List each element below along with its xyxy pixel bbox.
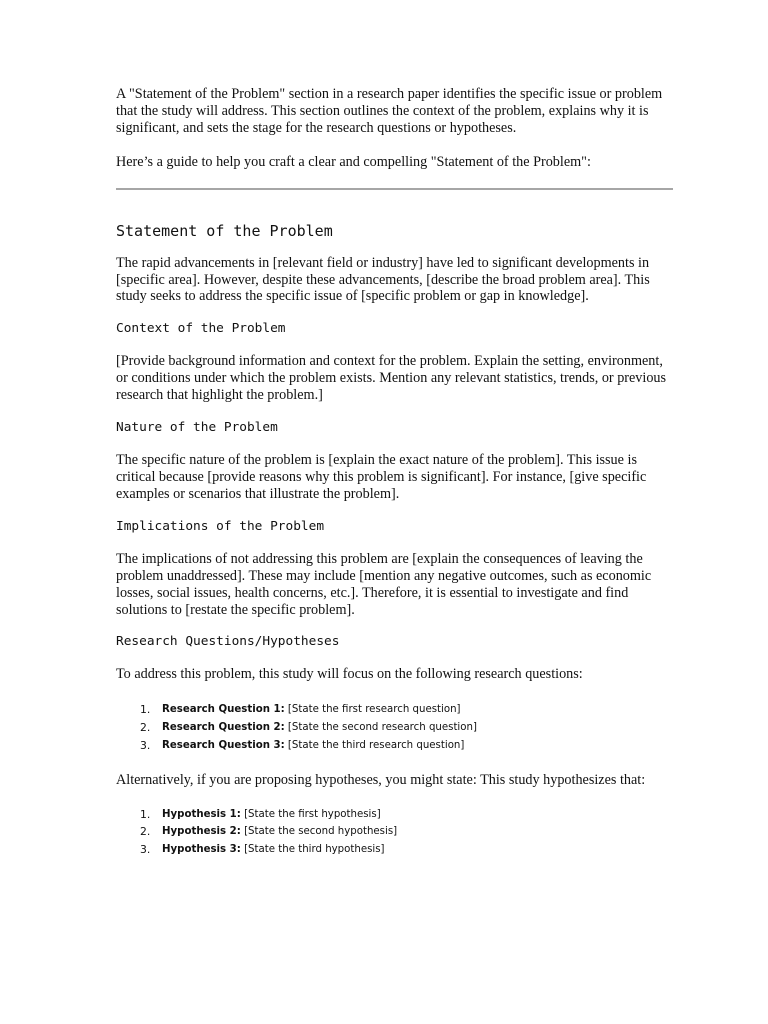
question-text: [State the second research question] bbox=[284, 722, 477, 734]
title-paragraph: The rapid advancements in [relevant field or industry] have led to significant developments in [specific area]. However, despite these advancements, [describe the broad problem area]. This study seeks to address the specific issue of [specific problem or gap in knowledge]. bbox=[116, 254, 650, 305]
nature-body: The specific nature of the problem is [explain the exact nature of the problem]. This issue is critical because [provide reasons why this problem is significant]. For instance, [give specific examples or scenarios that illustrate the problem]. bbox=[116, 452, 647, 502]
list-number: 1. bbox=[140, 807, 151, 821]
hypothesis-label: Hypothesis 3: bbox=[162, 844, 241, 856]
implications-heading: Implications of the Problem bbox=[116, 518, 325, 534]
list-item bbox=[116, 719, 674, 737]
list-number: 1. bbox=[140, 703, 151, 717]
implications-body: The implications of not addressing this problem are [explain the consequences of leaving the problem unaddressed]. These may include [mention any negative outcomes, such as economic losses, social issues, health concerns, etc.]. Therefore, it is essential to investigate and find solutions to [restate the specific problem]. bbox=[116, 550, 652, 618]
list-item bbox=[116, 806, 674, 824]
question-label: Research Question 3: bbox=[162, 739, 285, 751]
list-item bbox=[116, 823, 674, 841]
context-heading: Context of the Problem bbox=[116, 321, 286, 337]
document-page bbox=[116, 86, 674, 859]
guide-line: Here’s a guide to help you craft a clear and compelling "Statement of the Problem": bbox=[116, 153, 591, 170]
question-label: Research Question 2: bbox=[162, 722, 285, 734]
document-title: Statement of the Problem bbox=[116, 221, 333, 240]
hypothesis-label: Hypothesis 1: bbox=[162, 808, 241, 820]
list-number: 2. bbox=[140, 721, 151, 735]
nature-heading: Nature of the Problem bbox=[116, 420, 278, 436]
hypotheses-intro: Alternatively, if you are proposing hypotheses, you might state: This study hypothesizes that: bbox=[116, 771, 646, 788]
hypothesis-text: [State the third hypothesis] bbox=[240, 844, 385, 856]
research-heading: Research Questions/Hypotheses bbox=[116, 634, 340, 650]
hypotheses-list bbox=[116, 806, 674, 859]
question-text: [State the third research question] bbox=[284, 739, 465, 751]
hypothesis-label: Hypothesis 2: bbox=[162, 826, 241, 838]
question-label: Research Question 1: bbox=[162, 704, 285, 716]
list-item bbox=[116, 701, 674, 719]
list-number: 3. bbox=[140, 738, 151, 752]
research-questions-list bbox=[116, 701, 674, 754]
hypothesis-text: [State the second hypothesis] bbox=[240, 826, 398, 838]
list-item bbox=[116, 841, 674, 859]
list-number: 3. bbox=[140, 843, 151, 857]
question-text: [State the first research question] bbox=[284, 704, 461, 716]
context-body: [Provide background information and context for the problem. Explain the setting, environment, or conditions under which the problem exists. Mention any relevant statistics, trends, or previous research that highlight the problem.] bbox=[116, 353, 667, 404]
hypothesis-text: [State the first hypothesis] bbox=[240, 808, 381, 820]
research-intro: To address this problem, this study will focus on the following research questions: bbox=[116, 666, 583, 683]
list-item bbox=[116, 737, 674, 755]
intro-paragraph: A "Statement of the Problem" section in a research paper identifies the specific issue or problem that the study will address. This section outlines the context of the problem, explains why it is significant, and sets the stage for the research questions or hypotheses. bbox=[116, 86, 663, 136]
horizontal-rule bbox=[116, 188, 673, 190]
list-number: 2. bbox=[140, 825, 151, 839]
